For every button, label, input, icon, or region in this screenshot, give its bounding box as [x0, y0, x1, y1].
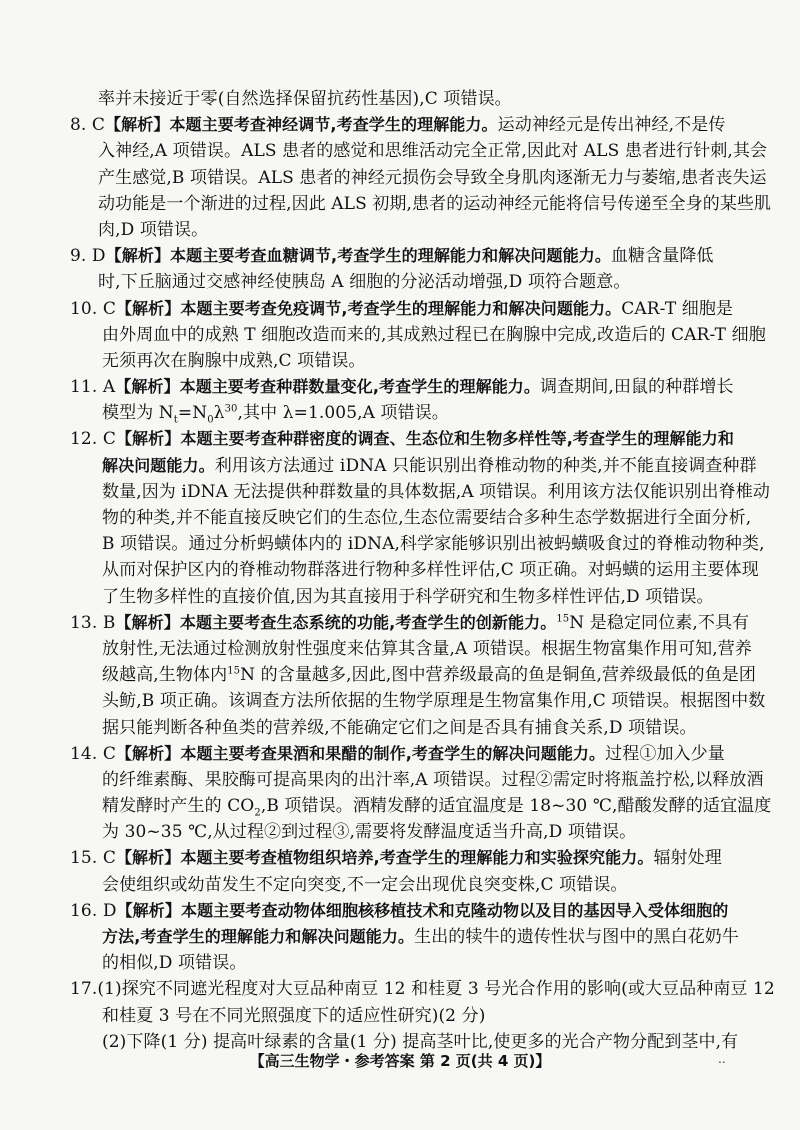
item-heading: 【解析】本题主要考查植物组织培养,考查学生的理解能力和实验探究能力。: [115, 848, 654, 868]
answer-text-line: [70, 479, 770, 505]
answer-text-line: [70, 1003, 730, 1029]
answer-item-line: [70, 845, 730, 871]
answer-text-line: [70, 819, 730, 845]
answer-item-line: [70, 610, 750, 636]
answer-text-line: [70, 505, 752, 531]
answer-text-line: [70, 636, 752, 662]
answer-item-line: [70, 898, 730, 924]
answer-text-line: [70, 950, 730, 976]
answer-item-line: [70, 374, 734, 400]
item-heading: 【解析】本题主要考查血糖调节,考查学生的理解能力和解决问题能力。: [105, 246, 611, 266]
line-text: 为 30~35 ℃,从过程②到过程③,需要将发酵温度适当升高,D 项错误。: [102, 822, 637, 843]
line-text: 会使组织或幼苗发生不定向突变,不一定会出现优良突变株,C 项错误。: [102, 874, 628, 895]
answer-text-line: [70, 138, 768, 164]
line-text: 率并未接近于零(自然选择保留抗药性基因),C 项错误。: [98, 89, 512, 109]
item-heading: 【解析】本题主要考查果酒和果醋的制作,考查学生的解决问题能力。: [115, 743, 606, 763]
item-number: 17.: [70, 979, 98, 1000]
answer-text-line: [70, 453, 757, 479]
answer-text-line: [70, 557, 759, 583]
line-text: 物的种类,并不能直接反映它们的生态位,生态位需要结合多种生态学数据进行全面分析,: [102, 508, 752, 528]
item-number: 16. D: [70, 900, 117, 921]
answer-text-line: [70, 322, 766, 348]
line-text: 由外周血中的成熟 T 细胞改造而来的,其成熟过程已在胸腺中完成,改造后的 CAR-T 细胞: [102, 324, 766, 345]
answer-text-line: [70, 348, 730, 374]
formula-text: ,其中 λ=1.005,A 项错误。: [237, 403, 449, 424]
line-text: 的相似,D 项错误。: [102, 953, 247, 974]
answer-text-line: 模型为 $N_t=N_0\lambda^{30}$,其中 λ=1.005,A 项错误。: [102, 403, 449, 426]
answer-item-line: [70, 243, 730, 269]
item-explanation: 过程①加入少量: [605, 743, 725, 764]
item-explanation: (1)探究不同遮光程度对大豆品种南豆 12 和桂夏 3 号光合作用的影响(或大豆品种南豆 12: [97, 979, 775, 1000]
item-number: 14. C: [70, 743, 116, 764]
answer-text-line: 级越高,生物体内$^{15}$N 的含量越多,因此,图中营养级最高的鱼是铜鱼,营养级最低的鱼是团: [102, 665, 756, 686]
answer-text-line: [70, 191, 772, 217]
formula-text: 模型为 N: [102, 403, 174, 424]
item-heading: 方法,考查学生的理解能力和解决问题能力。: [102, 927, 415, 946]
line-text: 数量,因为 iDNA 无法提供种群数量的具体数据,A 项错误。利用该方法仅能识别出脊椎动: [102, 481, 770, 502]
item-number: 15. C: [70, 848, 116, 869]
answer-text-line: [70, 924, 739, 950]
item-heading: 【解析】本题主要考查种群数量变化,考查学生的理解能力。: [115, 377, 540, 397]
answer-item-line: [70, 296, 734, 322]
line-text: 生出的犊牛的遗传性状与图中的黑白花奶牛: [414, 927, 739, 947]
answer-text-body: [70, 86, 775, 1055]
item-number: 8. C: [70, 115, 106, 136]
answer-item-line: [70, 112, 730, 138]
line-text: 产生感觉,B 项错误。ALS 患者的神经元损伤会导致全身肌肉逐渐无力与萎缩,患者丧失运: [98, 167, 767, 188]
answer-text-line: [70, 217, 730, 243]
item-explanation: 运动神经元是传出神经,不是传: [497, 115, 726, 136]
item-heading: 【解析】本题主要考查神经调节,考查学生的理解能力。: [105, 115, 498, 135]
item-explanation: 辐射处理: [653, 848, 722, 869]
isotope-superscript: 15: [556, 613, 570, 625]
answer-text-line: [70, 584, 730, 610]
answer-text-line: [70, 269, 730, 295]
answer-text-line: [70, 165, 767, 191]
line-text: N 的含量越多,因此,图中营养级最高的鱼是铜鱼,营养级最低的鱼是团: [240, 665, 756, 686]
answer-item-line: [70, 976, 775, 1002]
line-text: 利用该方法通过 iDNA 只能识别出脊椎动物的种类,并不能直接调查种群: [214, 455, 757, 476]
line-text: 放射性,无法通过检测放射性强度来估算其含量,A 项错误。根据生物富集作用可知,营养: [102, 638, 752, 659]
item-explanation: CAR-T 细胞是: [621, 298, 734, 319]
answer-item-line: [70, 741, 730, 767]
line-text: B 项错误。通过分析蚂蟥体内的 iDNA,科学家能够识别出被蚂蟥吸食过的脊椎动物种类,: [102, 534, 765, 555]
answer-text-line: [70, 688, 766, 714]
item-explanation: N 是稳定同位素,不具有: [569, 612, 750, 633]
line-text: 的纤维素酶、果胶酶可提高果肉的出汁率,A 项错误。过程②需定时将瓶盖拧松,以释放酒: [102, 769, 764, 790]
item-number: 10. C: [70, 298, 116, 319]
item-number: 12. C: [70, 429, 116, 450]
item-number: 11. A: [70, 377, 116, 398]
line-text: 时,下丘脑通过交感神经使胰岛 A 细胞的分泌活动增强,D 项符合题意。: [98, 272, 631, 293]
line-text: 肉,D 项错误。: [98, 219, 209, 240]
line-text: 头鲂,B 项正确。该调查方法所依据的生物学原理是生物富集作用,C 项错误。根据图中数: [102, 691, 766, 712]
item-heading: 解决问题能力。: [102, 455, 215, 475]
answer-text-line: [70, 767, 764, 793]
line-text: ,B 项错误。酒精发酵的适宜温度是 18~30 ℃,醋酸发酵的适宜温度: [260, 796, 772, 817]
page-footer: 【高三生物学・参考答案 第 2 页(共 4 页)】: [249, 1052, 551, 1070]
item-heading: 【解析】本题主要考查动物体细胞核移植技术和克隆动物以及目的基因导入受体细胞的: [116, 900, 729, 920]
item-heading: 【解析】本题主要考查生态系统的功能,考查学生的创新能力。: [115, 612, 557, 632]
answer-text-line: [70, 715, 730, 741]
line-text: 动功能是一个渐进的过程,因此 ALS 初期,患者的运动神经元能将信号传递至全身的某些肌: [98, 193, 772, 214]
line-text: 精发酵时产生的 CO: [102, 796, 255, 817]
formula-text: =N: [177, 403, 208, 424]
corner-mark: ..: [718, 1052, 726, 1066]
item-explanation: 血糖含量降低: [610, 246, 714, 267]
item-explanation: 调查期间,田鼠的种群增长: [540, 377, 734, 398]
answer-text-line: [70, 872, 730, 898]
line-text: (2)下降(1 分) 提高叶绿素的含量(1 分) 提高茎叶比,使更多的光合产物分配到茎中,有: [102, 1031, 739, 1052]
line-text: 从而对保护区内的脊椎动物群落进行物种多样性评估,C 项正确。对蚂蟥的运用主要体现: [102, 560, 759, 581]
line-text: 无须再次在胸腺中成熟,C 项错误。: [102, 350, 366, 371]
line-text: 据只能判断各种鱼类的营养级,不能确定它们之间是否具有捕食关系,D 项错误。: [102, 717, 697, 738]
item-number: 13. B: [70, 612, 116, 633]
item-number: 9. D: [70, 246, 106, 267]
answer-text-line: 精发酵时产生的 $CO_2,B$ 项错误。酒精发酵的适宜温度是 18~30 ℃,醋酸发酵的适宜温度: [102, 796, 772, 819]
line-text: 级越高,生物体内: [102, 665, 228, 686]
item-heading: 【解析】本题主要考查免疫调节,考查学生的理解能力和解决问题能力。: [115, 298, 622, 318]
answer-text-line: [70, 531, 765, 557]
line-text: 和桂夏 3 号在不同光照强度下的适应性研究)(2 分): [102, 1005, 486, 1026]
item-heading: 【解析】本题主要考查种群密度的调查、生态位和生物多样性等,考查学生的理解能力和: [115, 429, 734, 449]
answer-item-line: [70, 426, 734, 452]
formula-text: λ: [213, 403, 225, 424]
line-text: 了生物多样性的直接价值,因为其直接用于科学研究和生物多样性评估,D 项错误。: [102, 586, 714, 607]
answer-text-line: [70, 86, 730, 112]
line-text: 入神经,A 项错误。ALS 患者的感觉和思维活动完全正常,因此对 ALS 患者进行针刺,其会: [98, 141, 768, 162]
